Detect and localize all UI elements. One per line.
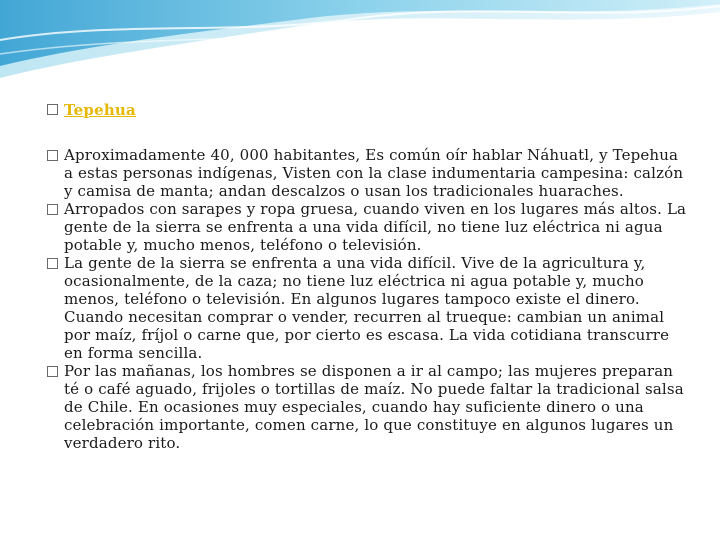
slide-title-row	[47, 100, 687, 120]
paragraph-2	[47, 200, 687, 254]
paragraph-text: Por las mañanas, los hombres se disponen a ir al campo; las mujeres preparan té o café aguado, frijoles o tortillas de maíz. No puede faltar la tradicional salsa de Chile. En ocasiones muy especiales, cuando hay suficiente dinero o una celebración importante, comen carne, lo que constituye en algunos lugares un verdadero rito.	[64, 362, 684, 452]
slide-content	[47, 100, 687, 452]
paragraph-text: La gente de la sierra se enfrenta a una vida difícil. Vive de la agricultura y, ocasionalmente, de la caza; no tiene luz eléctrica ni agua potable y, mucho menos, teléfono o televisión. En algunos lugares tampoco existe el dinero. Cuando necesitan comprar o vender, recurren al trueque: cambian un animal por maíz, fríjol o carne que, por cierto es escasa. La vida cotidiana transcurre en forma sencilla.	[64, 254, 670, 362]
slide-title: Tepehua	[64, 101, 136, 119]
bullet-box-icon	[47, 150, 58, 161]
bullet-box-icon	[47, 258, 58, 269]
paragraph-3	[47, 254, 687, 362]
header-wave-decoration	[0, 0, 720, 80]
paragraph-text: Aproximadamente 40, 000 habitantes, Es común oír hablar Náhuatl, y Tepehua a estas personas indígenas, Visten con la clase indumentaria campesina: calzón y camisa de manta; andan descalzos o usan los tradicionales huaraches.	[64, 146, 684, 200]
bullet-box-icon	[47, 104, 58, 115]
paragraph-4	[47, 362, 687, 452]
bullet-box-icon	[47, 366, 58, 377]
bullet-box-icon	[47, 204, 58, 215]
paragraph-1	[47, 146, 687, 200]
paragraph-text: Arropados con sarapes y ropa gruesa, cuando viven en los lugares más altos. La gente de la sierra se enfrenta a una vida difícil, no tiene luz eléctrica ni agua potable y, mucho menos, teléfono o televisión.	[64, 200, 687, 254]
